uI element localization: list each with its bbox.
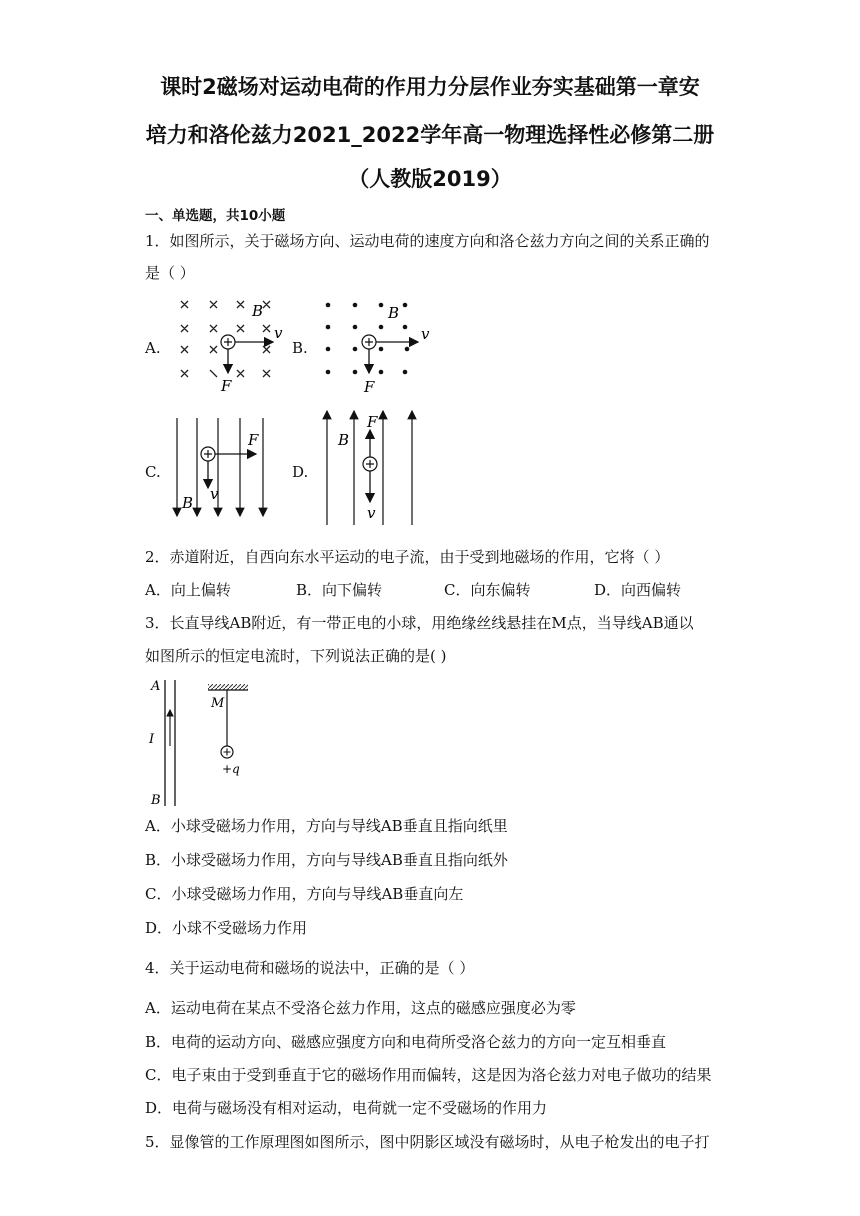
q1-option-c-label: C.	[145, 463, 161, 481]
force-label-f: F	[248, 431, 259, 449]
q3-figure-wire-and-pendulum	[145, 676, 260, 809]
force-label-f: F	[364, 378, 375, 395]
ceiling-support	[208, 684, 248, 690]
point-label-m: M	[211, 696, 225, 711]
q2-option-c: C．向东偏转	[444, 581, 531, 599]
force-label-f: F	[221, 377, 232, 395]
q3-stem-line-1: 3．长直导线AB附近，有一带正电的小球，用绝缘丝线悬挂在M点，当导线AB通以	[145, 614, 694, 632]
q3-stem-line-2: 如图所示的恒定电流时，下列说法正确的是( )	[145, 647, 447, 665]
force-label-f: F	[367, 413, 378, 431]
charge-label-q: +q	[222, 762, 240, 776]
field-label-b: B	[338, 431, 350, 449]
q1-stem-line-1: 1．如图所示，关于磁场方向、运动电荷的速度方向和洛仑兹力方向之间的关系正确的	[145, 232, 710, 250]
wire-end-label-a: A	[151, 679, 161, 694]
q4-option-d: D．电荷与磁场没有相对运动，电荷就一定不受磁场的作用力	[145, 1099, 548, 1117]
q1-figure-c	[170, 412, 280, 524]
document-title-line-1: 课时2磁场对运动电荷的作用力分层作业夯实基础第一章安	[160, 75, 700, 99]
q1-figure-d	[315, 405, 425, 527]
q3-option-d: D．小球不受磁场力作用	[145, 919, 308, 937]
velocity-label-v: v	[274, 324, 283, 342]
q1-option-b-label: B.	[292, 339, 308, 357]
document-title-line-2: 培力和洛伦兹力2021_2022学年高一物理选择性必修第二册	[145, 123, 715, 147]
q4-option-c: C．电子束由于受到垂直于它的磁场作用而偏转，这是因为洛仑兹力对电子做功的结果	[145, 1066, 712, 1084]
q3-option-b: B．小球受磁场力作用，方向与导线AB垂直且指向纸外	[145, 851, 508, 869]
q1-option-a-label: A.	[145, 339, 161, 357]
q4-option-b: B．电荷的运动方向、磁感应强度方向和电荷所受洛仑兹力的方向一定互相垂直	[145, 1033, 667, 1051]
q3-option-c: C．小球受磁场力作用，方向与导线AB垂直向左	[145, 885, 464, 903]
velocity-label-v: v	[367, 504, 376, 522]
q2-option-b: B．向下偏转	[296, 581, 383, 599]
section-heading: 一、单选题，共10小题	[145, 208, 286, 224]
q4-option-a: A．运动电荷在某点不受洛仑兹力作用，这点的磁感应强度必为零	[145, 999, 576, 1017]
velocity-label-v: v	[210, 485, 219, 503]
field-label-b: B	[182, 494, 194, 512]
field-label-b: B	[252, 302, 264, 320]
q2-option-a: A．向上偏转	[145, 581, 231, 599]
current-label-i: I	[149, 732, 155, 747]
field-label-b: B	[388, 304, 400, 322]
q5-stem: 5．显像管的工作原理图如图所示，图中阴影区域没有磁场时，从电子枪发出的电子打	[145, 1133, 710, 1151]
wire-end-label-b: B	[151, 793, 161, 808]
q1-option-d-label: D.	[292, 463, 309, 481]
q1-figure-b	[315, 295, 435, 395]
q2-option-d: D．向西偏转	[594, 581, 682, 599]
q1-stem-line-2: 是（ ）	[145, 264, 195, 282]
q4-stem: 4．关于运动电荷和磁场的说法中，正确的是（ ）	[145, 959, 475, 977]
q1-figure-a	[170, 295, 290, 395]
q2-stem: 2．赤道附近，自西向东水平运动的电子流，由于受到地磁场的作用，它将（ ）	[145, 548, 670, 566]
velocity-label-v: v	[421, 325, 430, 343]
q3-option-a: A．小球受磁场力作用，方向与导线AB垂直且指向纸里	[145, 817, 508, 835]
document-title-line-3: （人教版2019）	[348, 167, 512, 191]
